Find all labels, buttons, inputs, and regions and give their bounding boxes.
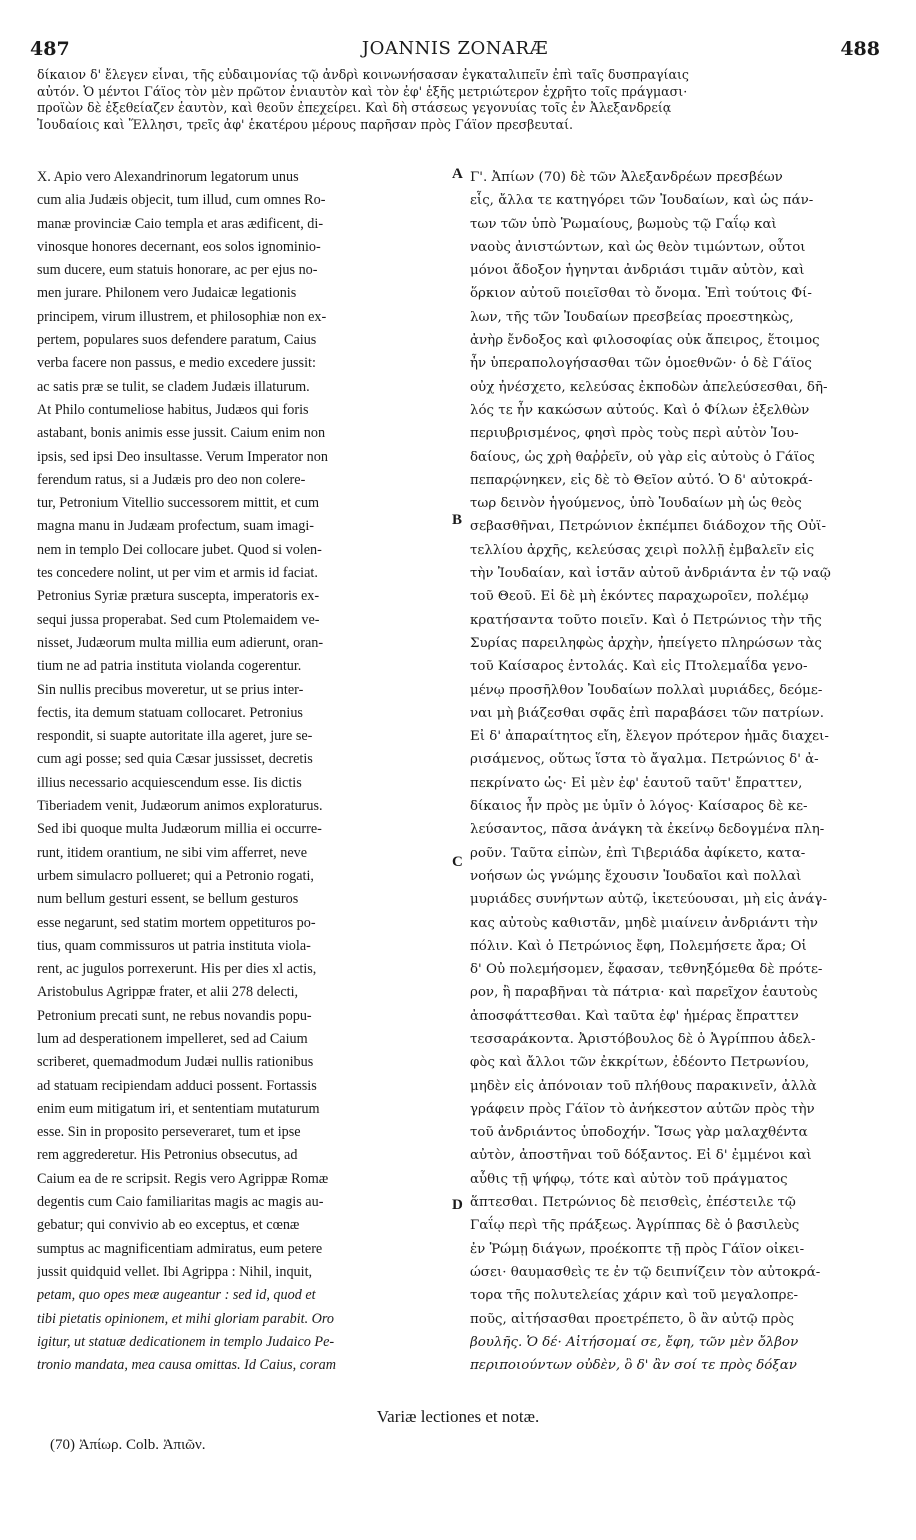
- greek-line: μηδὲν εἰς ἀπόνοιαν τοῦ πλήθους παρακινεῖν, ἀλλὰ: [470, 1078, 817, 1094]
- greek-line: γράφειν πρὸς Γάϊον τὸ ἀνήκεστον αὐτῶν πρὸς τὴν: [470, 1101, 815, 1117]
- latin-line: cum agi posse; sed quia Cæsar jussisset, decretis: [37, 751, 313, 768]
- latin-line: Sed ibi quoque multa Judæorum millia ei occurre-: [37, 821, 322, 838]
- notes-heading: Variæ lectiones et notæ.: [376, 1407, 540, 1426]
- greek-line: ροῦν. Ταῦτα εἰπὼν, ἐπὶ Τιβεριάδα ἀφίκετο, κατα-: [470, 845, 806, 861]
- latin-line: sum ducere, eum statuis honorare, ac per ejus no-: [37, 262, 318, 279]
- latin-line: magna manu in Judæam profectum, suam imagi-: [37, 518, 314, 535]
- page-header: [30, 38, 880, 66]
- greek-line: πόλιν. Καὶ ὁ Πετρώνιος ἔφη, Πολεμήσετε ἄρα; Οἱ: [470, 938, 807, 954]
- greek-column: [470, 166, 880, 1377]
- greek-line: ώσει· θαυμασθεὶς τε ἐν τῷ δειπνίζειν τὸν αὐτοκρά-: [470, 1264, 821, 1280]
- greek-line: των τῶν ὑπὸ Ῥωμαίους, βωμοὺς τῷ Γαΐῳ καὶ: [470, 216, 777, 232]
- greek-line: λων, τῆς τῶν Ἰουδαίων πρεσβείας προεστηκὼς,: [470, 309, 794, 325]
- latin-line: jussit quidquid vellet. Ibi Agrippa : Nihil, inquit,: [37, 1263, 313, 1280]
- greek-line: μυριάδες συνήντων αὐτῷ, ἱκετεύουσαι, μὴ εἰς ἀνάγ-: [470, 892, 827, 908]
- greek-line: δίκαιος ἦν πρὸς με ὑμῖν ὁ λόγος· Καίσαρος δὲ κε-: [470, 799, 808, 815]
- greek-line: μένῳ προσῆλθον Ἰουδαίων πολλαὶ μυριάδες, δεόμε-: [470, 682, 823, 698]
- latin-line: igitur, ut statuæ dedicationem in templo Judaico Pe-: [37, 1333, 335, 1350]
- greek-line: ναοὺς ἀνιστώντων, καὶ ὡς θεὸν τιμώντων, οὗτοι: [470, 239, 806, 255]
- greek-line: οὐχ ἠνέσχετο, κελεύσας ἐκποδὼν ἀπελεύσεσθαι, δῆ-: [470, 379, 828, 395]
- intro-line: αὐτόν. Ὁ μέντοι Γάϊος τὸν μὲν πρῶτον ἐνιαυτὸν καὶ τὸν ἐφ' ἑξῆς μετριώτερον ἐχρῆτο τοῖς πράγμασι·: [37, 83, 688, 99]
- latin-line: petam, quo opes meæ augeantur : sed id, quod et: [37, 1287, 316, 1304]
- latin-line: pertem, populares suos defendere paratum, Caius: [37, 332, 317, 349]
- latin-line: men jurare. Philonem vero Judaicæ legationis: [37, 285, 297, 302]
- margin-marker-a: A: [452, 166, 463, 182]
- latin-line: tronio mandata, mea causa omittas. Id Caius, coram: [37, 1357, 336, 1374]
- latin-line: num bellum gesturi essent, se bellum gesturos: [37, 891, 299, 908]
- greek-line: εἷς, ἄλλα τε κατηγόρει τῶν Ἰουδαίων, καὶ ὡς πάν-: [470, 193, 814, 209]
- margin-marker-c: C: [452, 854, 463, 870]
- greek-line: τωρ δεινὸν ἡγούμενος, ὑπὸ Ἰουδαίων μὴ ὡς θεὸς: [470, 496, 802, 512]
- page-number-right: 488: [840, 38, 880, 60]
- greek-line: ἀποσφάττεσθαι. Καὶ ταῦτα ἐφ' ἡμέρας ἔπραττεν: [470, 1008, 799, 1024]
- greek-line: ρον, ἢ παραβῆναι τὰ πάτρια· καὶ παρεῖχον ἑαυτοὺς: [470, 985, 818, 1001]
- latin-line: degentis cum Caio familiaritas magis ac magis au-: [37, 1194, 324, 1211]
- greek-line: περιποιούντων οὐδὲν, ὃ δ' ἂν σοί τε πρὸς δόξαν: [470, 1358, 797, 1374]
- latin-line: gebatur; qui convivio ab eo exceptus, et cœnæ: [37, 1217, 300, 1234]
- latin-line: Petronius Syriæ prætura suscepta, imperatoris ex-: [37, 588, 320, 605]
- latin-line: tur, Petronium Vitellio successorem mittit, et cum: [37, 495, 320, 512]
- latin-line: rent, ac jugulos porrexerunt. His per dies xl actis,: [37, 961, 317, 978]
- greek-line: μόνοι ἄδοξον ἡγηνται ἀνδριάσι τιμᾶν αὐτὸν, καὶ: [470, 263, 805, 279]
- greek-line: ὅρκιον αὐτοῦ ποιεῖσθαι τὸ ὄνομα. Ἐπὶ τούτοις Φί-: [470, 286, 812, 302]
- greek-line: πεκρίνατο ὡς· Εἰ μὲν ἐφ' ἑαυτοῦ ταῦτ' ἔπραττεν,: [470, 775, 803, 791]
- latin-line: esse negarunt, sed statim mortem oppetituros po-: [37, 914, 316, 931]
- latin-line: Caium ea de re scripsit. Regis vero Agrippæ Romæ: [37, 1170, 329, 1187]
- greek-line: δαίους, ὡς χρὴ θαῤῥεῖν, οὐ γὰρ εἰς αὐτοὺς ὁ Γάϊος: [470, 449, 815, 465]
- intro-line: δίκαιον δ' ἔλεγεν εἶναι, τῆς εὐδαιμονίας τῷ ἀνδρὶ κοινωνήσασαν ἐγκαταλιπεῖν ἐπὶ ταῖς δυσπραγίαις: [37, 67, 689, 82]
- latin-line: lum ad desperationem impelleret, sed ad Caium: [37, 1030, 308, 1047]
- latin-line: ferendum ratus, si a Judæis pro deo non colere-: [37, 471, 306, 488]
- page-number-left: 487: [30, 38, 70, 60]
- greek-line: τὴν Ἰουδαίαν, καὶ ἱστᾶν αὐτοῦ ἀνδριάντα ἐν τῷ ναῷ: [470, 566, 831, 582]
- greek-line: ἀνὴρ ἔνδοξος καὶ φιλοσοφίας οὐκ ἄπειρος, ἕτοιμος: [470, 333, 820, 349]
- greek-line: τεσσαράκοντα. Ἀριστόβουλος δὲ ὁ Ἀγρίππου ἀδελ-: [470, 1031, 816, 1047]
- latin-line: Aristobulus Agrippæ frater, et alii 278 delecti,: [37, 984, 299, 1001]
- latin-line: scriberet, quemadmodum Judæi nullis rationibus: [37, 1054, 314, 1071]
- greek-line: περιυβρισμένος, φησὶ πρὸς τοὺς περὶ αὐτὸν Ἰου-: [470, 426, 799, 442]
- margin-marker-b: B: [452, 512, 463, 528]
- latin-line: vinosque honores decernant, eos solos ignominio-: [37, 238, 321, 255]
- latin-line: X. Apio vero Alexandrinorum legatorum unus: [37, 169, 299, 185]
- greek-line: τελλίου ἀρχῆς, κελεύσας χειρὶ πολλῇ ἐμβαλεῖν εἰς: [470, 542, 815, 558]
- latin-line: manæ provinciæ Caio templa et aras ædificent, di-: [37, 215, 324, 232]
- greek-line: τοῦ ἀνδριάντος ὑποδοχήν. Ἴσως γὰρ μαλαχθέντα: [470, 1125, 808, 1141]
- latin-line: ipsis, sed ipsi Deo insultasse. Verum Imperator non: [37, 448, 328, 465]
- greek-line: λεύσαντος, πᾶσα ἀνάγκη τὰ ἐκείνῳ δεδογμένα πλη-: [470, 822, 825, 838]
- latin-line: sequi jussa properabat. Sed cum Ptolemaidem ve-: [37, 611, 320, 628]
- latin-line: ac satis præ se tulit, se cladem Judæis illaturum.: [37, 378, 310, 395]
- greek-line: νοήσων ὡς γνώμης ἔχουσιν Ἰουδαῖοι καὶ πολλαὶ: [470, 868, 802, 884]
- intro-line: Ἰουδαίοις καὶ Ἕλλησι, τρεῖς ἀφ' ἑκατέρου μέρους παρῆσαν πρὸς Γάϊον πρεσβευταί.: [37, 116, 574, 132]
- greek-line: τοῦ Καίσαρος ἐντολάς. Καὶ εἰς Πτολεμαΐδα γενο-: [470, 659, 808, 675]
- greek-line: πεπαρῴνηκεν, εἰς δὲ τὸ Θεῖον αὐτό. Ὁ δ' αὐτοκρά-: [470, 472, 813, 488]
- latin-line: respondit, si suapte autoritate illa ageret, jure se-: [37, 728, 313, 745]
- latin-line: tibi pietatis opinionem, et mihi gloriam parabit. Oro: [37, 1310, 335, 1327]
- margin-marker-d: D: [452, 1197, 463, 1213]
- greek-line: τοῦ Θεοῦ. Εἰ δὲ μὴ ἑκόντες παραχωροῖεν, πολέμῳ: [470, 589, 809, 605]
- latin-line: Petronium precati sunt, ne rebus novandis popu-: [37, 1007, 312, 1024]
- latin-line: cum alia Judæis objecit, tum illud, cum omnes Ro-: [37, 192, 326, 209]
- greek-line: ρισάμενος, οὕτως ἵστα τὸ ἄγαλμα. Πετρώνιος δ' ἀ-: [470, 752, 819, 768]
- intro-greek-text: [37, 67, 885, 133]
- latin-line: At Philo contumeliose habitus, Judæos qui foris: [37, 401, 309, 418]
- latin-line: enim eum mitigatum iri, et sententiam mutaturum: [37, 1100, 320, 1117]
- greek-line: κρατήσαντα τοῦτο ποιεῖν. Καὶ ὁ Πετρώνιος τὴν τῆς: [470, 612, 822, 628]
- latin-line: nisset, Judæorum multa millia eum adierunt, oran-: [37, 634, 324, 651]
- greek-line: τορα τῆς πολυτελείας χάριν καὶ τοῦ μεγαλοπρε-: [470, 1288, 798, 1304]
- greek-line: Εἰ δ' ἀπαραίτητος εἴη, ἔλεγον πρότερον ἡμᾶς διαχει-: [470, 729, 829, 745]
- latin-line: rem aggrederetur. His Petronius obsecutus, ad: [37, 1147, 298, 1164]
- latin-line: tius, quam commissuros ut patria instituta viola-: [37, 937, 311, 954]
- latin-line: tes concedere nolint, ut per vim et armis id faciat.: [37, 565, 318, 582]
- greek-line: ἐν Ῥώμῃ διάγων, προέκοπτε τῇ πρὸς Γάϊον οἰκει-: [470, 1241, 805, 1257]
- greek-line: ποῦς, αἰτήσασθαι προετρέπετο, ὃ ἂν αὐτῷ πρὸς: [470, 1311, 795, 1327]
- latin-line: fectis, ita demum statuam collocaret. Petronius: [37, 704, 303, 721]
- latin-line: urbem simulacro pollueret; qui a Petronio rogati,: [37, 867, 314, 884]
- greek-line: Συρίας παρειληφὼς ἀρχὴν, ἠπείγετο πληρώσων τὰς: [470, 635, 822, 651]
- greek-line: σεβασθῆναι, Πετρώνιον ἐκπέμπει διάδοχον τῆς Οὐϊ-: [470, 519, 827, 535]
- greek-line: κας αὐτοὺς καθιστᾶν, μηδὲ μιαίνειν ἀνδριάντι τὴν: [470, 915, 818, 931]
- latin-line: Tiberiadem venit, Judæorum animos exploraturus.: [37, 798, 323, 815]
- greek-line: αὖθις τῇ ψήφῳ, τότε καὶ αὐτὸν τοῦ πράγματος: [470, 1171, 788, 1187]
- greek-line: δ' Οὐ πολεμήσομεν, ἔφασαν, τεθνηξόμεθα δὲ πρότε-: [470, 962, 823, 978]
- running-title: JOANNIS ZONARÆ: [361, 38, 549, 59]
- latin-line: esse. Sin in proposito perseveraret, tum et ipse: [37, 1124, 301, 1141]
- greek-line: λός τε ἦν κακώσων αὐτούς. Καὶ ὁ Φίλων ἐξελθὼν: [470, 402, 810, 418]
- latin-line: runt, itidem orantium, ne sibi vim afferret, neve: [37, 844, 308, 861]
- intro-line: προϊὼν δὲ ἐξεθείαζεν ἑαυτὸν, καὶ θεοῦν ἐπεχείρει. Καὶ δὴ στάσεως γεγονυίας τοῖς ἐν Ἀλεξανδρείᾳ: [37, 100, 672, 115]
- latin-line: nem in templo Dei collocare jubet. Quod si volen-: [37, 541, 322, 558]
- greek-line: ἅπτεσθαι. Πετρώνιος δὲ πεισθεὶς, ἐπέστειλε τῷ: [470, 1195, 796, 1211]
- greek-line: ναι μὴ βιάζεσθαι σφᾶς ἐπὶ παραβάσει τῶν πατρίων.: [470, 705, 825, 721]
- latin-line: principem, virum illustrem, et philosophiæ non ex-: [37, 308, 327, 325]
- latin-line: astabant, bonis animis esse jussit. Caium enim non: [37, 425, 326, 442]
- latin-line: illius necessario acquiescendum esse. Iis dictis: [37, 774, 302, 791]
- greek-line: ἦν ὑπεραπολογήσασθαι τῶν ὁμοεθνῶν· ὁ δὲ Γάϊος: [470, 356, 812, 372]
- latin-line: verba facere non passus, e medio excedere jussit:: [37, 355, 316, 372]
- latin-line: sumptus ac magnificentiam admiratus, eum petere: [37, 1240, 323, 1257]
- greek-line: βουλῆς. Ὁ δέ· Αἰτήσομαί σε, ἔφη, τῶν μὲν ὄλβον: [470, 1334, 799, 1350]
- latin-column: [37, 166, 445, 1377]
- greek-line: Γαΐῳ περὶ τῆς πράξεως. Ἀγρίππας δὲ ὁ βασιλεὺς: [470, 1218, 800, 1234]
- latin-line: Sin nullis precibus moveretur, ut se prius inter-: [37, 681, 304, 698]
- footnote-70: (70) Ἀπίωρ. Colb. Ἀπιῶν.: [50, 1437, 206, 1453]
- latin-line: tium ne ad patria instituta violanda cogerentur.: [37, 658, 302, 675]
- greek-line: αὐτὸν, ἀποστῆναι τοῦ δόξαντος. Εἰ δ' ἐμμένοι καὶ: [470, 1148, 812, 1164]
- latin-line: ad statuam recipiendam adduci possent. Fortassis: [37, 1077, 317, 1094]
- greek-line: Γ'. Ἀπίων (70) δὲ τῶν Ἀλεξανδρέων πρεσβέων: [470, 170, 783, 185]
- greek-line: φὸς καὶ ἄλλοι τῶν ἐκκρίτων, ἐδέοντο Πετρωνίου,: [470, 1055, 810, 1071]
